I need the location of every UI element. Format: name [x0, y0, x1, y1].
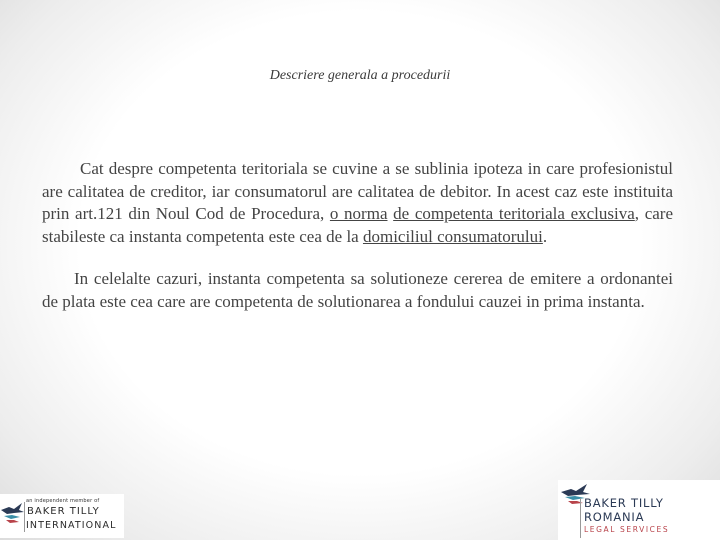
- bird-icon: [0, 500, 26, 526]
- underlined-domiciliul: domiciliul consumatorului: [362, 226, 543, 246]
- slide-title: Descriere generala a procedurii: [269, 68, 451, 83]
- logo-left-divider: [24, 502, 25, 532]
- logo-left-tagline: an independent member of: [26, 498, 100, 504]
- logo-right-name: BAKER TILLY: [584, 496, 664, 510]
- logo-right-divider: [580, 498, 581, 538]
- baker-tilly-romania-logo: [558, 480, 720, 540]
- paragraph-1-text-c: .: [542, 226, 548, 246]
- underlined-norma: o norma: [329, 204, 388, 224]
- underlined-competenta-exclusiva: de competenta teritoriala exclusiva: [393, 204, 635, 224]
- slide-body: [42, 158, 673, 314]
- logo-right-division: LEGAL SERVICES: [584, 525, 670, 534]
- logo-left-name: BAKER TILLY: [27, 506, 100, 517]
- paragraph-1-text-b: , care stabileste ca instanta competenta este cea de la: [42, 204, 673, 246]
- paragraph-2: In celelalte cazuri, instanta competenta sa solutioneze cererea de emitere a ordonantei de plata este cea care are competenta de solutionarea a fondului cauzei in prima instanta.: [42, 269, 673, 311]
- paragraph-1: [42, 158, 673, 248]
- logo-left-sub: INTERNATIONAL: [26, 520, 117, 531]
- logo-right-sub: ROMANIA: [584, 510, 645, 524]
- paragraph-1-text-a: Cat despre competenta teritoriala se cuvine a se sublinia ipoteza in care profesionistul are calitatea de creditor, iar consumatorul are calitatea de debitor. In acest caz este instituita prin art.121 din Noul Cod de Procedura,: [42, 159, 673, 224]
- baker-tilly-international-logo: [0, 494, 124, 538]
